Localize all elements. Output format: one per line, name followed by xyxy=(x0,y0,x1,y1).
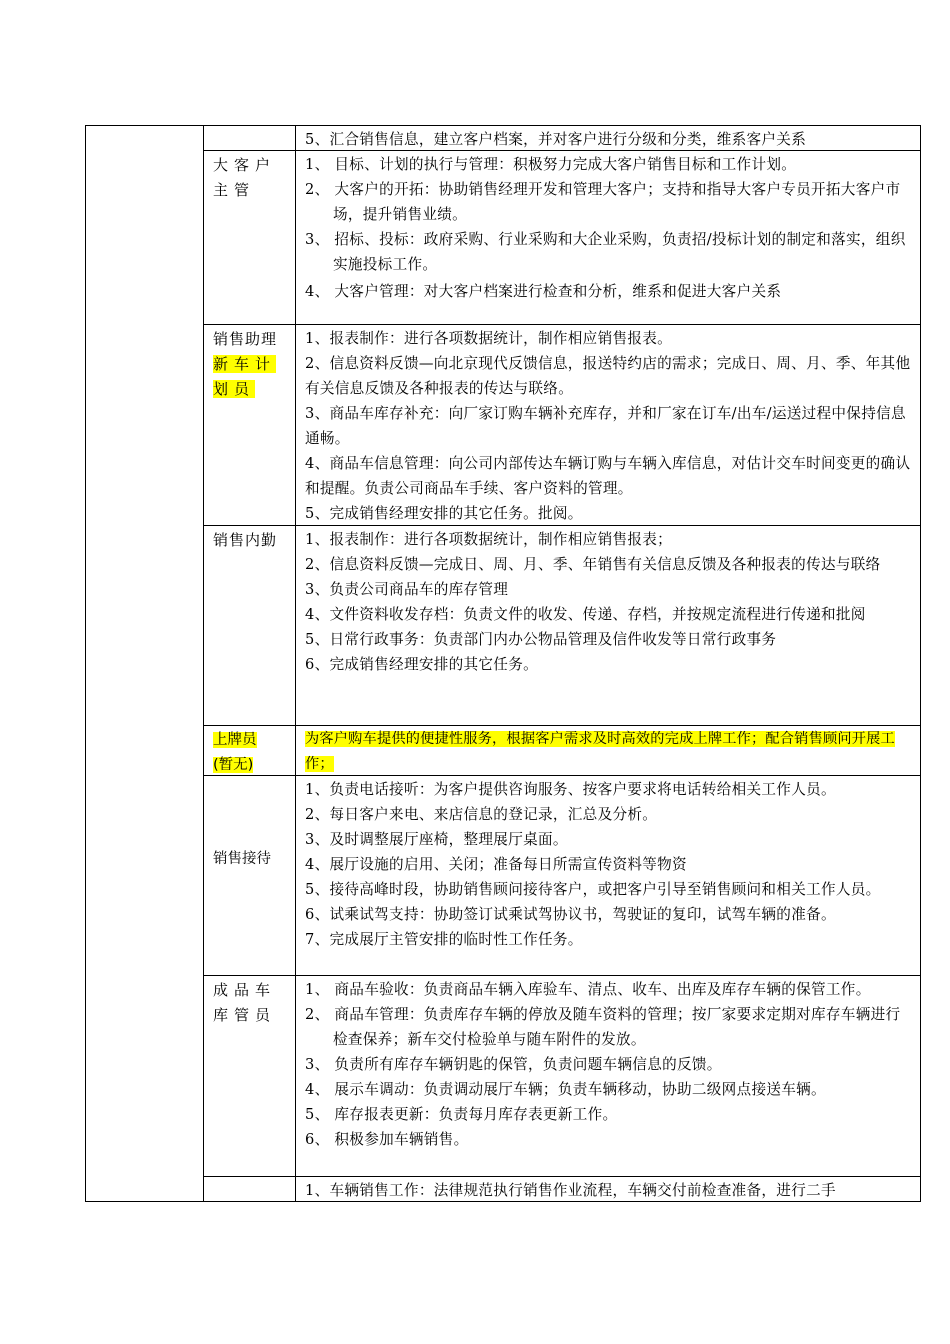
duty-cell xyxy=(295,975,921,1176)
duty-item: 2、每日客户来电、来店信息的登记录，汇总及分析。 xyxy=(305,806,658,823)
duty-item: 3、 负责所有库存车辆钥匙的保管，负责问题车辆信息的反馈。 xyxy=(305,1056,722,1073)
table-row xyxy=(203,150,921,324)
role-label: 大客户主管 xyxy=(213,156,277,199)
role-cell xyxy=(203,1176,296,1201)
table-row xyxy=(203,975,921,1176)
table-row xyxy=(203,525,921,725)
duty-item: 1、负责电话接听：为客户提供咨询服务、按客户要求将电话转给相关工作人员。 xyxy=(305,781,836,798)
duty-item: 2、 大客户的开拓：协助销售经理开发和管理大客户；支持和指导大客户专员开拓大客户市场，提升销售业绩。 xyxy=(305,181,901,223)
duty-item: 4、 展示车调动：负责调动展厅车辆；负责车辆移动，协助二级网点接送车辆。 xyxy=(305,1081,826,1098)
role-label: 成品车库管员 xyxy=(213,981,277,1024)
duty-cell xyxy=(295,725,921,775)
duty-item: 4、 大客户管理：对大客户档案进行检查和分析，维系和促进大客户关系 xyxy=(305,283,782,300)
duty-item: 7、完成展厅主管安排的临时性工作任务。 xyxy=(305,931,583,948)
role-cell xyxy=(203,725,296,775)
duty-item: 4、商品车信息管理：向公司内部传达车辆订购与车辆入库信息，对估计交车时间变更的确认和提醒。负责公司商品车手续、客户资料的管理。 xyxy=(305,455,911,497)
duty-item: 6、 积极参加车辆销售。 xyxy=(305,1131,469,1148)
duty-item: 3、 招标、投标：政府采购、行业采购和大企业采购，负责招/投标计划的制定和落实，组织实施投标工作。 xyxy=(305,231,906,273)
role-cell xyxy=(203,125,296,150)
duty-item: 5、日常行政事务：负责部门内办公物品管理及信件收发等日常行政事务 xyxy=(305,631,777,648)
duty-cell xyxy=(295,324,921,525)
duty-cell xyxy=(295,775,921,975)
role-label: 销售内勤 xyxy=(213,531,278,549)
role-cell xyxy=(203,775,296,975)
duty-item: 3、商品车库存补充：向厂家订购车辆补充库存，并和厂家在订车/出车/运送过程中保持信息通畅。 xyxy=(305,405,906,447)
table-row xyxy=(203,1176,921,1201)
duty-cell xyxy=(295,1176,921,1201)
duty-item: 1、报表制作：进行各项数据统计，制作相应销售报表； xyxy=(305,531,673,548)
department-column xyxy=(85,125,204,1202)
duty-item: 2、 商品车管理：负责库存车辆的停放及随车资料的管理；按厂家要求定期对库存车辆进行检查保养；新车交付检验单与随车附件的发放。 xyxy=(305,1006,901,1048)
duty-item: 1、 目标、计划的执行与管理：积极努力完成大客户销售目标和工作计划。 xyxy=(305,156,797,173)
role-label: 上牌员(暂无) xyxy=(213,732,257,773)
duty-cell xyxy=(295,525,921,725)
duty-item: 3、负责公司商品车的库存管理 xyxy=(305,581,509,598)
duty-item: 5、 库存报表更新：负责每月库存表更新工作。 xyxy=(305,1106,618,1123)
duty-item: 6、完成销售经理安排的其它任务。 xyxy=(305,656,538,673)
duty-item: 5、完成销售经理安排的其它任务。批阅。 xyxy=(305,505,583,522)
duty-item: 4、展厅设施的启用、关闭；准备每日所需宣传资料等物资 xyxy=(305,856,687,873)
role-cell xyxy=(203,975,296,1176)
role-label: 销售接待 xyxy=(213,851,271,867)
duty-item: 2、信息资料反馈—向北京现代反馈信息，报送特约店的需求；完成日、周、月、季、年其他有关信息反馈及各种报表的传达与联络。 xyxy=(305,355,911,397)
duty-item: 1、报表制作：进行各项数据统计，制作相应销售报表。 xyxy=(305,330,673,347)
duty-item: 5、接待高峰时段，协助销售顾问接待客户，或把客户引导至销售顾问和相关工作人员。 xyxy=(305,881,881,898)
duty-item: 1、 商品车验收：负责商品车辆入库验车、清点、收车、出库及库存车辆的保管工作。 xyxy=(305,981,871,998)
duty-item: 2、信息资料反馈—完成日、周、月、季、年销售有关信息反馈及各种报表的传达与联络 xyxy=(305,556,881,573)
role-cell xyxy=(203,150,296,324)
role-cell xyxy=(203,525,296,725)
duty-cell xyxy=(295,125,921,150)
table-row xyxy=(203,775,921,975)
table-row xyxy=(203,324,921,525)
duty-item: 5、汇合销售信息，建立客户档案，并对客户进行分级和分类，维系客户关系 xyxy=(305,131,807,148)
duty-cell xyxy=(295,150,921,324)
duty-item: 4、文件资料收发存档：负责文件的收发、传递、存档，并按规定流程进行传递和批阅 xyxy=(305,606,866,623)
table-row xyxy=(203,725,921,775)
duty-item: 3、及时调整展厅座椅，整理展厅桌面。 xyxy=(305,831,568,848)
duty-item: 6、试乘试驾支持：协助签订试乘试驾协议书，驾驶证的复印，试驾车辆的准备。 xyxy=(305,906,836,923)
role-label: 销售助理 xyxy=(213,330,278,348)
table-row xyxy=(203,125,921,150)
duty-item: 1、车辆销售工作：法律规范执行销售作业流程，车辆交付前检查准备，进行二手 xyxy=(305,1182,836,1199)
role-label-highlight: 新车计划员 xyxy=(213,355,277,398)
role-cell xyxy=(203,324,296,525)
duty-item: 为客户购车提供的便捷性服务，根据客户需求及时高效的完成上牌工作；配合销售顾问开展工作； xyxy=(305,731,895,772)
